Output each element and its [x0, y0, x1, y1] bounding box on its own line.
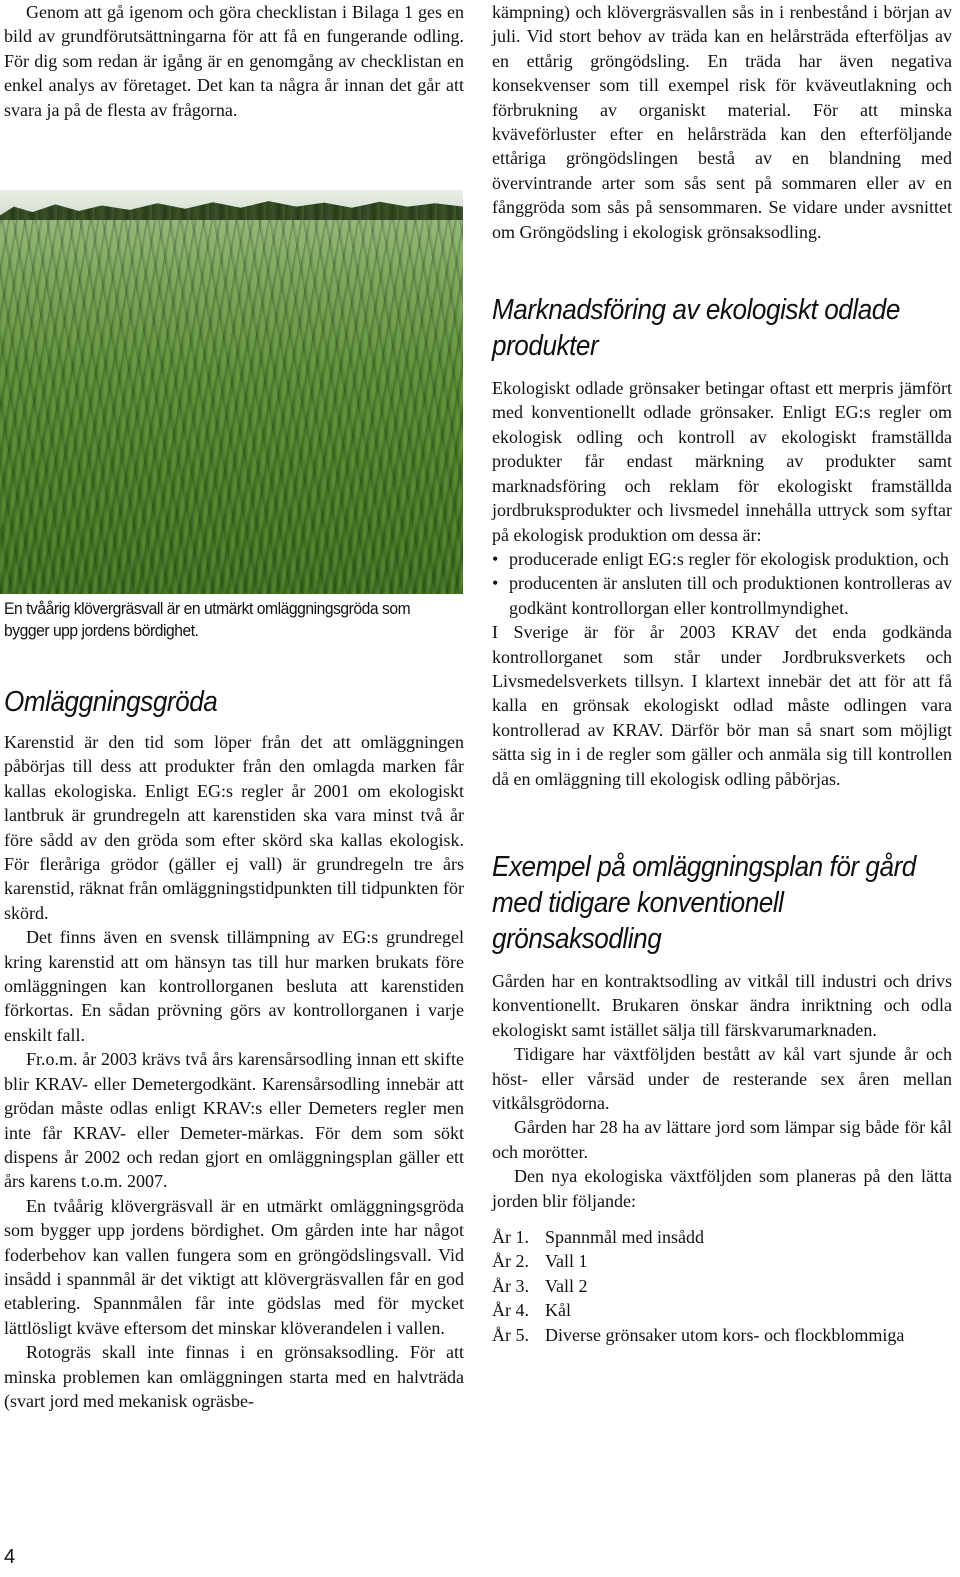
rotation-item [492, 1249, 952, 1273]
example-paragraph: Den nya ekologiska växtföljden som planeras på den lätta jorden blir följande: [492, 1166, 952, 1211]
rotation-crop: Kål [545, 1300, 571, 1321]
body-paragraph: Rotogräs skall inte finnas i en grönsaksodling. För att minska problemen kan omläggningen starta med en halvträda (svart jord med mekanisk ogräsbe- [4, 1342, 464, 1411]
criteria-list [492, 547, 952, 620]
rotation-item [492, 1298, 952, 1322]
rotation-item [492, 1274, 952, 1298]
page-number: 4 [4, 1546, 16, 1568]
section-heading-exempel: Exempel på omläggningsplan för gård med tidigare konventionell grönsaksodling [492, 850, 916, 955]
clover-field [0, 220, 463, 594]
example-paragraph: Gården har en kontraktsodling av vitkål till industri och drivs konventionellt. Brukaren önskar ändra inriktning och odla ekologiskt samt istället sälja till färskvarumarknaden. [492, 970, 952, 1040]
continued-paragraph: kämpning) och klövergräsvallen sås in i renbestånd i början av juli. Vid stort behov av träda kan en helårsträda efterföljas av en ettårig gröngödsling. En träda har även negativa konsekvenser som till exempel risk för kväveutlakning och förbrukning av organiskt material. För att minska kväveförluster efter en helårsträda kan den efterföljande ettåriga gröngödslingen bestå av en blandning med övervintrande arter som sås sent på sommaren eller av en fånggröda som sås på sensommaren. Se vidare under avsnittet om Gröngödsling i ekologisk grönsaksodling. [492, 2, 952, 242]
rotation-year: År 2. [492, 1251, 529, 1272]
body-paragraph: Det finns även en svensk tillämpning av EG:s grundregel kring karenstid att om hänsyn tas till hur marken brukats före omläggningen kan kontrollorganen besluta att karenstiden förkortas. En sådan prövning görs av kontrollorganen i varje enskilt fall. [4, 927, 464, 1045]
rotation-year: År 1. [492, 1227, 529, 1248]
rotation-crop: Diverse grönsaker utom kors- och flockblommiga [545, 1324, 905, 1345]
figure-caption: En tvåårig klövergräsvall är en utmärkt omläggningsgröda som bygger upp jordens bördighet. [4, 599, 411, 640]
body-paragraph: Karenstid är den tid som löper från det att omläggningen påbörjas till dess att produkter från den omlagda marken får kallas ekologiska. Enligt EG:s regler år 2001 om ekologiskt lantbruk är grundregeln att karenstiden ska vara minst två år före sådd av den gröda som efter skörd ska kallas ekologisk. För fleråriga grödor (gäller ej vall) är grundregeln tre års karenstid, räknat från omläggningstidpunkten till tidpunkten för skörd. [4, 732, 464, 923]
section-heading-marknadsforing: Marknadsföring av ekologiskt odlade produkter [492, 294, 900, 363]
rotation-crop: Vall 1 [545, 1251, 588, 1272]
rotation-year: År 3. [492, 1275, 529, 1296]
rotation-crop: Spannmål med insådd [545, 1227, 704, 1248]
crop-rotation-list [492, 1225, 952, 1347]
marketing-intro-paragraph: Ekologiskt odlade grönsaker betingar oftast ett merpris jämfört med konventionellt odlade grönsaker. Enligt EG:s regler om ekologisk odling och kontroll av ekologiskt framställda produkter får endast märkning av produkter samt marknadsföring och reklam för ekologiskt framställda jordbruksprodukter och livsmedel innehålla uttryck som syftar på ekologisk produktion om dessa är: [492, 378, 952, 545]
body-paragraph: Fr.o.m. år 2003 krävs två års karensårsodling innan ett skifte blir KRAV- eller Demetergodkänt. Karensårsodling innebär att grödan måste odlas enligt KRAV:s eller Demeters regler men inte får KRAV- eller Demeter-märkas. För dem som sökt dispens år 2002 och redan gjort en omläggningsplan gäller ett års karens t.o.m. 2007. [4, 1049, 464, 1192]
example-paragraph: Gården har 28 ha av lättare jord som lämpar sig både för kål och morötter. [492, 1117, 952, 1162]
intro-paragraph: Genom att gå igenom och göra checklistan i Bilaga 1 ges en bild av grundförutsättningarna för att få en fungerande odling. För dig som redan är igång är en genomgång av checklistan en enkel analys av företaget. Det kan ta några år innan det går att svara ja på de flesta av frågorna. [4, 2, 464, 120]
section-heading-omlaggningsgroda: Omläggningsgröda [4, 686, 218, 718]
example-paragraph: Tidigare har växtföljden bestått av kål vart sjunde år och höst- eller vårsäd under de resterande sex åren mellan vitkålsgrödorna. [492, 1044, 952, 1113]
list-item: • producerade enligt EG:s regler för ekologisk produktion, och [492, 547, 952, 571]
right-column [492, 0, 952, 1347]
body-paragraph: En tvåårig klövergräsvall är en utmärkt omläggningsgröda som bygger upp jordens bördighet. Om gården inte har något foderbehov kan vallen fungera som en gröngödslingsvall. Vid insådd i spannmål är det viktigt att klövergräsvallen får en god etablering. Spannmålen får inte gödslas med för mycket lättlösligt kväve eftersom det minskar klöverandelen i vallen. [4, 1195, 464, 1338]
marketing-after-paragraph: I Sverige är för år 2003 KRAV det enda godkända kontrollorganet som står under Jordbruksverkets och Livsmedelsverkets tillsyn. I klartext innebär det att för att få kalla en grönsak ekologiskt odlad måste odlingen vara kontrollerad av KRAV. Därför bör man så snart som möjligt sätta sig in i de regler som gäller och anmäla sig till kontrollen då en omläggning till ekologisk odling påbörjas. [492, 622, 952, 789]
rotation-year: År 4. [492, 1300, 529, 1321]
clover-grass-field-photo [0, 190, 463, 594]
rotation-item [492, 1225, 952, 1249]
rotation-crop: Vall 2 [545, 1275, 588, 1296]
rotation-year: År 5. [492, 1324, 529, 1345]
rotation-item [492, 1323, 952, 1347]
list-item: • producenten är ansluten till och produktionen kontrolleras av godkänt kontrollorgan eller kontrollmyndighet. [492, 571, 952, 620]
left-section [4, 684, 464, 1413]
